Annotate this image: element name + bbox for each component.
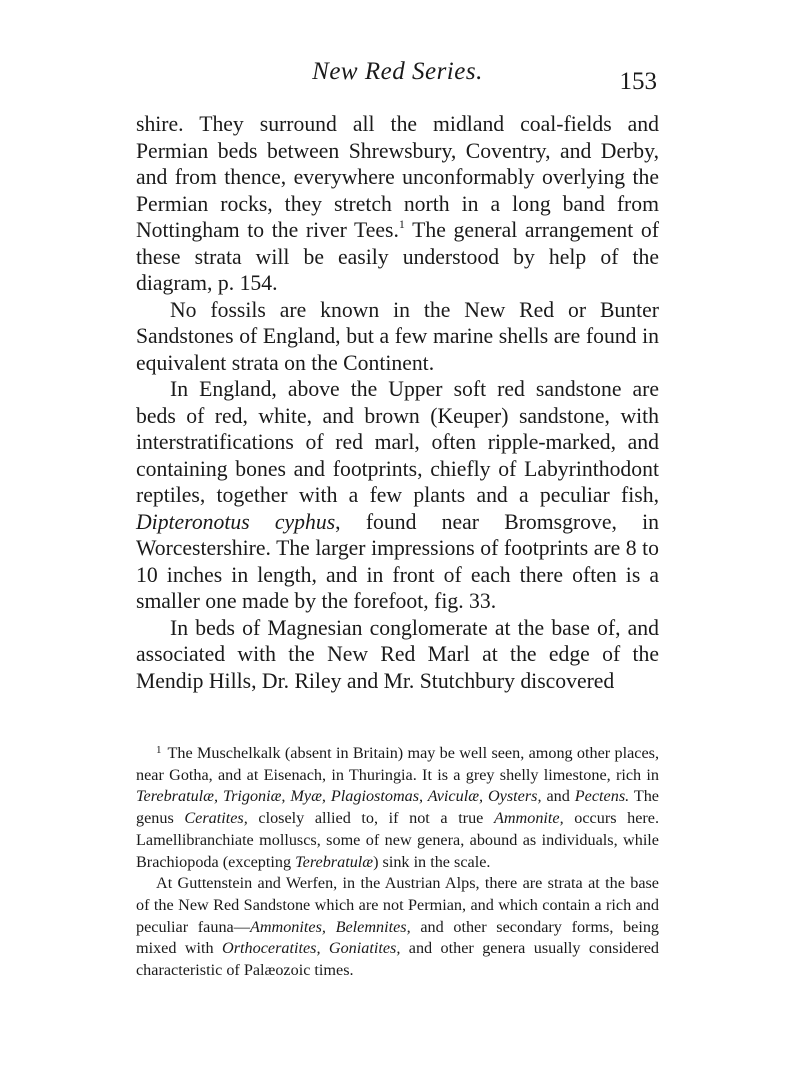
footnote-1-text-b: and <box>541 787 575 806</box>
footnotes <box>136 740 659 982</box>
paragraph-3-text-b: , found near Bromsgrove, in Worcestershire. The larger impressions of footprints are 8 to 10 inches in length, and in front of each there often is a smaller one made by the forefoot, fig. 33. <box>136 509 659 613</box>
paragraph-3 <box>136 376 659 615</box>
footnote-2-genera-2: Orthoceratites, Goniatites, <box>222 939 401 958</box>
footnote-2-text-c: and other genera usually considered characteristic of Palæozoic times. <box>136 939 659 980</box>
main-text <box>136 111 659 694</box>
paragraph-1-tail: The general arrangement of these strata will be easily understood by help of the diagram, p. 154. <box>136 218 659 295</box>
footnote-1-text-c: The genus <box>136 787 659 828</box>
footnote-2-genera-1: Ammonites, Belemnites, <box>249 917 411 936</box>
footnote-mark: 1 <box>156 744 162 756</box>
footnote-1-text-a: The Muschelkalk (absent in Britain) may be well seen, among other places, near Gotha, and at Eisenach, in Thuringia. It is a grey shelly limestone, rich in <box>136 744 659 784</box>
paragraph-2: No fossils are known in the New Red or Bunter Sandstones of England, but a few marine shells are found in equivalent strata on the Continent. <box>136 297 659 375</box>
paragraph-4: In beds of Magnesian conglomerate at the base of, and associated with the New Red Marl at the edge of the Mendip Hills, Dr. Riley and Mr. Stutchbury discovered <box>136 615 659 693</box>
footnote-1-genera-3: Ceratites, <box>184 809 248 828</box>
paragraph-3-text-a: In England, above the Upper soft red sandstone are beds of red, white, and brown (Keuper) sandstone, with interstratifications of red marl, often ripple-marked, and containing bones and footprints, chiefly of Labyrinthodont reptiles, together with a few plants and a peculiar fish, <box>136 377 659 507</box>
running-title: New Red Series. <box>312 58 483 85</box>
paragraph-1 <box>136 111 659 297</box>
footnote-2-text-a: At Guttenstein and Werfen, in the Austrian Alps, there are strata at the base of the New Red Sandstone which are not Permian, and which contain a rich and peculiar fauna— <box>136 874 659 936</box>
footnote-reference: 1 <box>398 217 405 231</box>
species-name: Dipteronotus cyphus <box>136 509 336 534</box>
footnote-1-genera-4: Ammonite, <box>493 809 564 828</box>
footnote-1-genera-1: Terebratulæ, Trigoniæ, Myæ, Plagiostomas, Aviculæ, Oysters, <box>136 787 542 806</box>
footnote-2-text-b: and other secondary forms, being mixed with <box>136 917 660 958</box>
footnote-1-genera-2: Pectens. <box>574 787 630 806</box>
footnote-continuation <box>136 873 659 982</box>
footnote-1-text-f: ) sink in the scale. <box>373 852 491 871</box>
footnote-1-text-e: occurs here. Lamellibranchiate molluscs, some of new genera, abound as individuals, while Brachiopoda (excepting <box>136 809 660 871</box>
footnote-1-text-d: closely allied to, if not a true <box>247 809 494 828</box>
page-number: 153 <box>619 68 657 95</box>
footnote-1 <box>136 740 659 873</box>
footnote-1-genera-5: Terebratulæ <box>295 852 374 871</box>
paragraph-1-text: shire. They surround all the midland coal-fields and Permian beds between Shrewsbury, Coventry, and Derby, and from thence, everywhere unconformably overlying the Permian rocks, they stretch north in a long band from Nottingham to the river Tees. <box>136 112 659 242</box>
page-header <box>136 58 659 98</box>
